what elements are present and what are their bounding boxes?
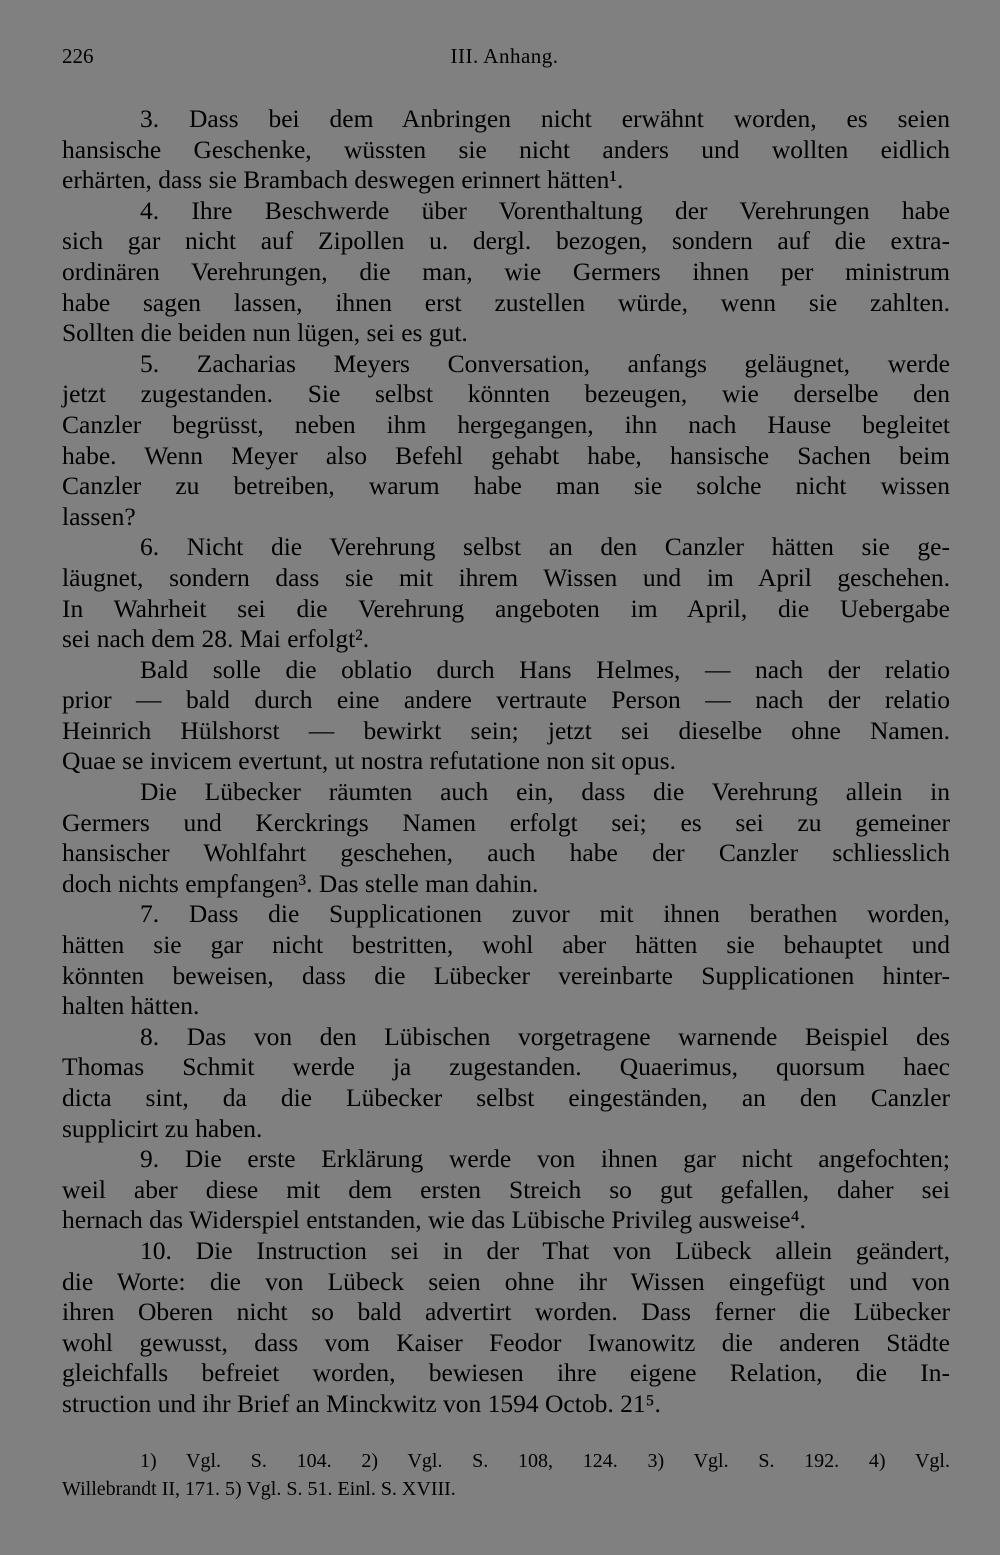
text-run: habe. Wenn Meyer also Befehl gehabt habe, hansische Sachen beim	[62, 440, 950, 470]
text-run: Vgl. S. 192.	[693, 1450, 840, 1472]
text-run: 6. Nicht die Verehrung selbst an den Canzler hätten sie ge-	[140, 532, 950, 562]
text-run: wohl gewusst, dass vom Kaiser Feodor Iwanowitz die anderen Städte	[62, 1327, 950, 1357]
text-line	[62, 1267, 950, 1298]
text-run: läugnet, sondern dass sie mit ihrem Wissen und im April geschehen.	[62, 562, 950, 592]
text-run: sei nach dem 28. Mai erfolgt².	[62, 624, 370, 654]
text-run: 5)	[220, 1478, 247, 1500]
text-line	[62, 1083, 950, 1114]
text-line	[62, 226, 950, 257]
text-run: 4. Ihre Beschwerde über Vorenthaltung der Verehrungen habe	[140, 195, 950, 225]
text-run: Bald solle die	[140, 654, 342, 684]
text-run: Quae se invicem evertunt, ut nostra refutatione non sit opus.	[62, 746, 676, 776]
text-run: relatio	[884, 654, 950, 684]
running-head: III. Anhang.	[450, 44, 559, 68]
text-run: halten hätten.	[62, 991, 200, 1021]
text-line	[62, 1052, 950, 1083]
text-run: Sollten die beiden nun lügen, sei es gut.	[62, 318, 468, 348]
text-run: Vgl. S. 51. Einl. S. XVIII.	[246, 1478, 456, 1500]
text-line	[62, 104, 950, 135]
text-line	[62, 685, 950, 716]
text-line	[62, 1358, 950, 1389]
text-run: dicta sint,	[62, 1083, 189, 1112]
text-run: Vgl. S. 108, 124.	[407, 1450, 618, 1472]
text-line	[62, 716, 950, 747]
text-run: relatio	[884, 685, 950, 715]
text-run: seien ohne ihr Wissen eingefügt und von	[404, 1266, 950, 1296]
text-run: Vgl.	[914, 1450, 950, 1472]
text-run: die Worte:	[62, 1266, 210, 1296]
text-run: — bald durch eine andere vertraute Person — nach der	[111, 685, 885, 715]
text-run: 10. Die Instruction sei in der That von Lübeck allein geändert,	[140, 1235, 950, 1265]
text-run: prior	[62, 685, 112, 715]
footnote-line	[62, 1447, 950, 1475]
text-run: hernach das Widerspiel entstanden, wie das Lübische Privileg ausweise⁴.	[62, 1205, 806, 1235]
text-line	[62, 563, 950, 594]
text-line	[62, 1114, 950, 1145]
text-run: Thomas Schmit werde ja zugestanden.	[62, 1052, 620, 1082]
text-line	[62, 288, 950, 319]
text-run: 3. Dass bei dem Anbringen nicht erwähnt worden, es seien	[140, 104, 950, 133]
text-run: könnten beweisen, dass die Lübecker vereinbarte Supplicationen hinter-	[62, 960, 950, 990]
page-number: 226	[62, 44, 94, 68]
text-run: lassen?	[62, 501, 136, 531]
text-line	[62, 1175, 950, 1206]
text-run: ordinären Verehrungen, die man, wie Germers ihnen	[62, 256, 781, 286]
text-line	[62, 961, 950, 992]
text-run: struction und ihr Brief an Minckwitz von 1594 Octob. 21⁵.	[62, 1388, 661, 1418]
text-line	[62, 624, 950, 655]
text-line	[62, 1389, 950, 1420]
text-run: 4)	[839, 1450, 915, 1472]
text-run: Germers und Kerckrings Namen erfolgt sei; es sei zu gemeiner	[62, 807, 950, 837]
text-run: In Wahrheit sei die Verehrung angeboten im April, die Uebergabe	[62, 593, 950, 623]
text-line	[62, 991, 950, 1022]
text-line	[62, 1236, 950, 1267]
text-line	[62, 257, 950, 288]
text-run: 1)	[140, 1450, 187, 1472]
text-line	[62, 410, 950, 441]
text-run: 5. Zacharias Meyers Conversation, anfangs geläugnet, werde	[140, 348, 950, 378]
text-run: jetzt zugestanden. Sie selbst könnten bezeugen, wie derselbe den	[62, 379, 950, 409]
text-run: 2)	[331, 1450, 408, 1472]
text-run: gleichfalls befreiet worden, bewiesen ihre eigene Relation, die In-	[62, 1358, 950, 1388]
text-line	[62, 196, 950, 227]
text-line	[62, 135, 950, 166]
text-run: da die Lübecker selbst eingeständen, an den Canzler	[188, 1083, 950, 1112]
text-run: per ministrum	[780, 256, 950, 286]
text-line	[62, 1144, 950, 1175]
text-line	[62, 318, 950, 349]
text-run: Vgl. S. 104.	[186, 1450, 332, 1472]
text-run: sich gar nicht auf Zipollen u. dergl. bezogen, sondern auf die extra-	[62, 226, 950, 256]
text-line	[62, 1328, 950, 1359]
text-line	[62, 869, 950, 900]
text-line	[62, 746, 950, 777]
text-run: oblatio	[341, 654, 412, 684]
text-run: die von Lübeck	[209, 1266, 405, 1296]
text-run: Die Lübecker räumten auch ein, dass die Verehrung allein in	[140, 777, 950, 807]
text-line	[62, 441, 950, 472]
text-line	[62, 655, 950, 686]
text-run: Canzler zu betreiben, warum habe man sie solche nicht wissen	[62, 471, 950, 501]
text-run: hansischer Wohlfahrt geschehen, auch habe der Canzler schliesslich	[62, 838, 950, 868]
text-line	[62, 165, 950, 196]
text-run: hätten sie gar nicht bestritten, wohl aber hätten sie behauptet und	[62, 930, 950, 960]
text-line	[62, 594, 950, 625]
text-line	[62, 502, 950, 533]
text-run: weil aber diese mit dem ersten Streich so gut gefallen, daher sei	[62, 1174, 950, 1204]
text-run: 3)	[617, 1450, 694, 1472]
text-run: 9. Die erste Erklärung werde von ihnen gar nicht angefochten;	[140, 1144, 950, 1174]
text-line	[62, 930, 950, 961]
text-run: Canzler begrüsst, neben ihm hergegangen, ihn nach Hause begleitet	[62, 409, 950, 439]
text-line	[62, 838, 950, 869]
text-run: supplicirt zu haben.	[62, 1113, 263, 1143]
footnotes	[62, 1447, 950, 1503]
text-run: Willebrandt II, 171.	[62, 1478, 221, 1500]
text-line	[62, 777, 950, 808]
text-line	[62, 899, 950, 930]
text-run: 8. Das von den Lübischen vorgetragene warnende Beispiel des	[140, 1021, 950, 1051]
text-run: durch Hans Helmes, — nach der	[412, 654, 885, 684]
page-header	[62, 44, 947, 74]
text-line	[62, 379, 950, 410]
text-line	[62, 1297, 950, 1328]
text-line	[62, 532, 950, 563]
text-run: Quaerimus, quorsum haec	[619, 1052, 950, 1082]
text-line	[62, 471, 950, 502]
text-run: erhärten, dass sie Brambach deswegen erinnert hätten¹.	[62, 165, 624, 195]
body-text	[62, 104, 950, 1420]
text-run: ihren Oberen nicht so bald advertirt worden. Dass ferner die Lübecker	[62, 1297, 950, 1327]
text-run: 7. Dass die Supplicationen zuvor mit ihnen berathen worden,	[140, 899, 950, 929]
text-run: hansische Geschenke, wüssten sie nicht anders und wollten eidlich	[62, 134, 950, 164]
text-line	[62, 349, 950, 380]
text-run: doch nichts empfangen³. Das stelle man dahin.	[62, 868, 539, 898]
text-line	[62, 1022, 950, 1053]
footnote-line	[62, 1475, 950, 1503]
text-line	[62, 808, 950, 839]
text-run: Heinrich Hülshorst — bewirkt sein; jetzt sei dieselbe ohne Namen.	[62, 715, 950, 745]
text-run: habe sagen lassen, ihnen erst zustellen würde, wenn sie zahlten.	[62, 287, 950, 317]
text-line	[62, 1205, 950, 1236]
